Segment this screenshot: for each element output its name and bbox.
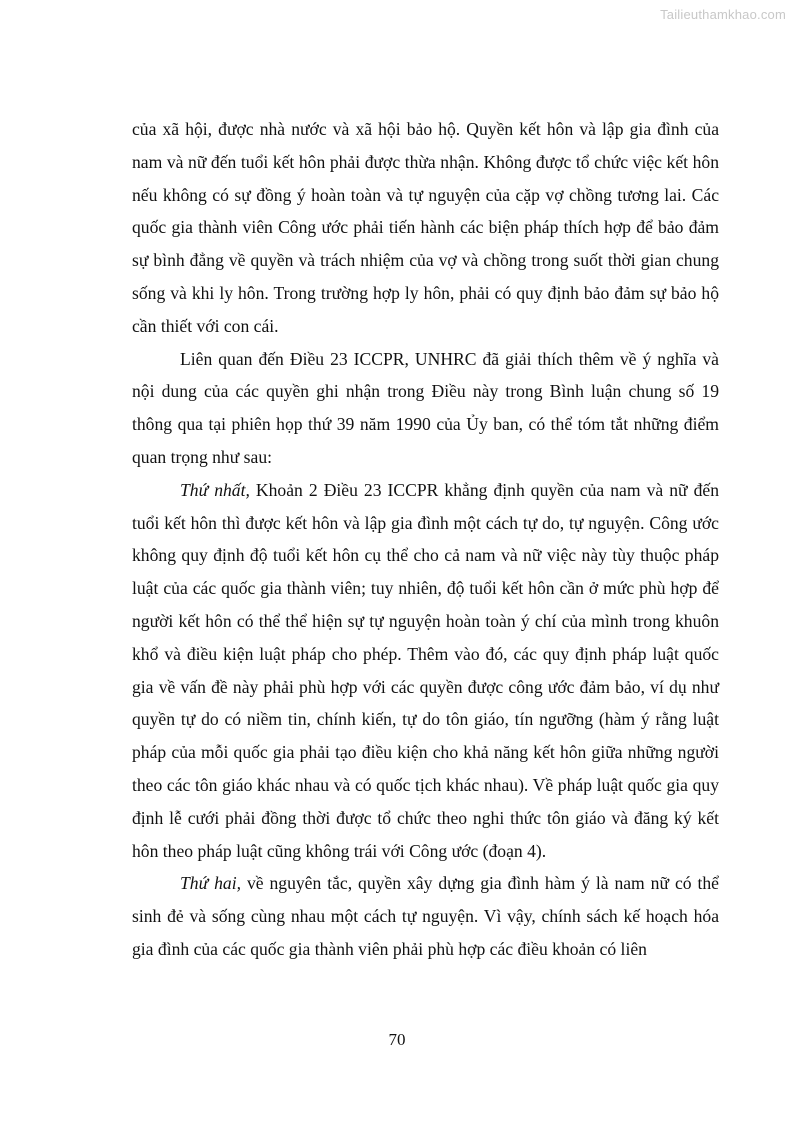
page-body	[132, 113, 719, 966]
paragraph-text: của xã hội, được nhà nước và xã hội bảo hộ. Quyền kết hôn và lập gia đình của nam và nữ đến tuổi kết hôn phải được thừa nhận. Không được tổ chức việc kết hôn nếu không có sự đồng ý hoàn toàn và tự nguyện của cặp vợ chồng tương lai. Các quốc gia thành viên Công ước phải tiến hành các biện pháp thích hợp để bảo đảm sự bình đẳng về quyền và trách nhiệm của vợ và chồng trong suốt thời gian chung sống và khi ly hôn. Trong trường hợp ly hôn, phải có quy định bảo đảm sự bảo hộ cần thiết với con cái.	[132, 119, 719, 336]
paragraph-first-point	[132, 474, 719, 868]
paragraph-second-point	[132, 867, 719, 965]
paragraph-iccpr-intro	[132, 343, 719, 474]
paragraph-text: Khoản 2 Điều 23 ICCPR khẳng định quyền của nam và nữ đến tuổi kết hôn thì được kết hôn và lập gia đình một cách tự do, tự nguyện. Công ước không quy định độ tuổi kết hôn cụ thể cho cả nam và nữ việc này tùy thuộc pháp luật của các quốc gia thành viên; tuy nhiên, độ tuổi kết hôn cần ở mức phù hợp để người kết hôn có thể thể hiện sự tự nguyện hoàn toàn ý chí của mình trong khuôn khổ và điều kiện luật pháp cho phép. Thêm vào đó, các quy định pháp luật quốc gia về vấn đề này phải phù hợp với các quyền được công ước đảm bảo, ví dụ như quyền tự do có niềm tin, chính kiến, tự do tôn giáo, tín ngưỡng (hàm ý rằng luật pháp của mỗi quốc gia phải tạo điều kiện cho khả năng kết hôn giữa những người theo các tôn giáo khác nhau và có quốc tịch khác nhau). Về pháp luật quốc gia quy định lễ cưới phải đồng thời được tổ chức theo nghi thức tôn giáo và đăng ký kết hôn theo pháp luật cũng không trái với Công ước (đoạn 4).	[132, 479, 719, 861]
paragraph-text: về nguyên tắc, quyền xây dựng gia đình hàm ý là nam nữ có thể sinh đẻ và sống cùng nhau một cách tự nguyện. Vì vậy, chính sách kế hoạch hóa gia đình của các quốc gia thành viên phải phù hợp các điều khoản có liên	[132, 873, 719, 959]
paragraph-lead: Thứ nhất,	[180, 479, 250, 500]
watermark-text: Tailieuthamkhao.com	[660, 7, 786, 22]
page-number: 70	[388, 1030, 406, 1049]
paragraph-lead: Thứ hai,	[180, 873, 241, 894]
paragraph-text: Liên quan đến Điều 23 ICCPR, UNHRC đã giải thích thêm về ý nghĩa và nội dung của các quyền ghi nhận trong Điều này trong Bình luận chung số 19 thông qua tại phiên họp thứ 39 năm 1990 của Ủy ban, có thể tóm tắt những điểm quan trọng như sau:	[132, 348, 719, 467]
paragraph-continuation	[132, 113, 719, 343]
